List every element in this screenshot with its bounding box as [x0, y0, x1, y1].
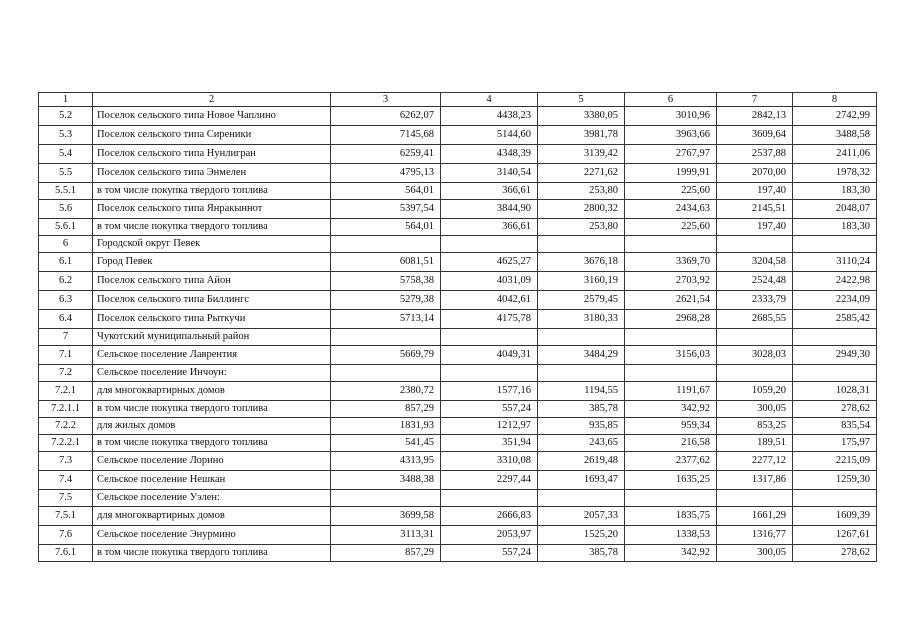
value-cell: 2703,92 [625, 272, 717, 291]
header-col-2: 2 [93, 93, 331, 107]
value-cell [441, 490, 538, 507]
row-name-cell: Поселок сельского типа Новое Чаплино [93, 107, 331, 126]
value-cell: 1831,93 [331, 418, 441, 435]
row-number-cell: 7.1 [39, 346, 93, 365]
value-cell: 2537,88 [717, 145, 793, 164]
row-number-cell: 5.2 [39, 107, 93, 126]
value-cell: 5713,14 [331, 310, 441, 329]
value-cell: 3488,58 [793, 126, 877, 145]
row-name-cell: Сельское поселение Уэлен: [93, 490, 331, 507]
value-cell: 2434,63 [625, 200, 717, 219]
value-cell: 2621,54 [625, 291, 717, 310]
row-name-cell: Поселок сельского типа Энмелен [93, 164, 331, 183]
value-cell: 3139,42 [538, 145, 625, 164]
value-cell [441, 365, 538, 382]
table-row [39, 253, 877, 272]
value-cell: 2524,48 [717, 272, 793, 291]
value-cell: 1191,67 [625, 382, 717, 401]
table-row [39, 452, 877, 471]
value-cell: 557,24 [441, 545, 538, 562]
header-col-1: 1 [39, 93, 93, 107]
row-name-cell: Поселок сельского типа Сиреники [93, 126, 331, 145]
value-cell: 1316,77 [717, 526, 793, 545]
header-col-3: 3 [331, 93, 441, 107]
value-cell: 3010,96 [625, 107, 717, 126]
table-row [39, 365, 877, 382]
header-row [39, 93, 877, 107]
value-cell: 3484,29 [538, 346, 625, 365]
value-cell [625, 236, 717, 253]
row-name-cell: Поселок сельского типа Рыткучи [93, 310, 331, 329]
row-number-cell: 5.3 [39, 126, 93, 145]
table-row [39, 471, 877, 490]
value-cell [538, 329, 625, 346]
row-number-cell: 5.5 [39, 164, 93, 183]
table-body [39, 107, 877, 562]
table-row [39, 346, 877, 365]
value-cell: 1835,75 [625, 507, 717, 526]
value-cell: 857,29 [331, 545, 441, 562]
value-cell: 5144,60 [441, 126, 538, 145]
table-row [39, 526, 877, 545]
value-cell: 3156,03 [625, 346, 717, 365]
value-cell [441, 236, 538, 253]
value-cell: 935,85 [538, 418, 625, 435]
value-cell: 5669,79 [331, 346, 441, 365]
row-name-cell: Сельское поселение Нешкан [93, 471, 331, 490]
row-name-cell: в том числе покупка твердого топлива [93, 545, 331, 562]
value-cell: 175,97 [793, 435, 877, 452]
value-cell: 1609,39 [793, 507, 877, 526]
value-cell: 278,62 [793, 545, 877, 562]
value-cell: 342,92 [625, 545, 717, 562]
row-number-cell: 7 [39, 329, 93, 346]
value-cell: 1338,53 [625, 526, 717, 545]
value-cell: 3369,70 [625, 253, 717, 272]
value-cell: 1661,29 [717, 507, 793, 526]
value-cell: 4438,23 [441, 107, 538, 126]
value-cell: 2968,28 [625, 310, 717, 329]
value-cell: 300,05 [717, 545, 793, 562]
table-row [39, 401, 877, 418]
value-cell: 3981,78 [538, 126, 625, 145]
value-cell: 959,34 [625, 418, 717, 435]
value-cell: 6262,07 [331, 107, 441, 126]
value-cell: 3140,54 [441, 164, 538, 183]
row-name-cell: для жилых домов [93, 418, 331, 435]
table-row [39, 272, 877, 291]
value-cell: 835,54 [793, 418, 877, 435]
row-name-cell: Город Певек [93, 253, 331, 272]
row-number-cell: 6 [39, 236, 93, 253]
row-number-cell: 5.6.1 [39, 219, 93, 236]
table-row [39, 200, 877, 219]
value-cell [625, 490, 717, 507]
value-cell: 253,80 [538, 183, 625, 200]
row-number-cell: 6.1 [39, 253, 93, 272]
value-cell: 1028,31 [793, 382, 877, 401]
value-cell: 2277,12 [717, 452, 793, 471]
row-name-cell: Сельское поселение Лаврентия [93, 346, 331, 365]
row-name-cell: Поселок сельского типа Айон [93, 272, 331, 291]
value-cell [625, 365, 717, 382]
value-cell [331, 365, 441, 382]
value-cell: 1999,91 [625, 164, 717, 183]
value-cell: 2800,32 [538, 200, 625, 219]
value-cell: 2742,99 [793, 107, 877, 126]
header-col-5: 5 [538, 93, 625, 107]
value-cell: 3160,19 [538, 272, 625, 291]
value-cell: 3609,64 [717, 126, 793, 145]
row-name-cell: Чукотский муниципальный район [93, 329, 331, 346]
value-cell [538, 365, 625, 382]
row-number-cell: 7.5 [39, 490, 93, 507]
table-row [39, 145, 877, 164]
value-cell: 2666,83 [441, 507, 538, 526]
value-cell: 225,60 [625, 183, 717, 200]
row-number-cell: 7.2.2 [39, 418, 93, 435]
row-number-cell: 5.5.1 [39, 183, 93, 200]
table-header [39, 93, 877, 107]
value-cell: 3844,90 [441, 200, 538, 219]
table-row [39, 310, 877, 329]
row-name-cell: в том числе покупка твердого топлива [93, 401, 331, 418]
value-cell: 2619,48 [538, 452, 625, 471]
row-number-cell: 6.4 [39, 310, 93, 329]
table-row [39, 435, 877, 452]
value-cell: 4042,61 [441, 291, 538, 310]
row-number-cell: 7.2 [39, 365, 93, 382]
value-cell: 3380,05 [538, 107, 625, 126]
value-cell: 3204,58 [717, 253, 793, 272]
row-number-cell: 7.4 [39, 471, 93, 490]
value-cell [717, 329, 793, 346]
header-col-8: 8 [793, 93, 877, 107]
value-cell: 3028,03 [717, 346, 793, 365]
value-cell: 564,01 [331, 183, 441, 200]
value-cell: 4049,31 [441, 346, 538, 365]
value-cell: 564,01 [331, 219, 441, 236]
value-cell: 385,78 [538, 401, 625, 418]
value-cell: 4795,13 [331, 164, 441, 183]
value-cell: 1693,47 [538, 471, 625, 490]
value-cell: 2048,07 [793, 200, 877, 219]
value-cell [793, 365, 877, 382]
value-cell: 278,62 [793, 401, 877, 418]
value-cell: 197,40 [717, 183, 793, 200]
value-cell: 253,80 [538, 219, 625, 236]
row-name-cell: Поселок сельского типа Нунлигран [93, 145, 331, 164]
value-cell [717, 365, 793, 382]
value-cell: 6259,41 [331, 145, 441, 164]
value-cell: 366,61 [441, 183, 538, 200]
value-cell: 857,29 [331, 401, 441, 418]
value-cell: 3113,31 [331, 526, 441, 545]
row-number-cell: 7.3 [39, 452, 93, 471]
value-cell: 2579,45 [538, 291, 625, 310]
header-col-4: 4 [441, 93, 538, 107]
value-cell [331, 236, 441, 253]
value-cell [538, 490, 625, 507]
value-cell [331, 329, 441, 346]
value-cell: 385,78 [538, 545, 625, 562]
value-cell [793, 236, 877, 253]
table-row [39, 107, 877, 126]
row-number-cell: 7.2.2.1 [39, 435, 93, 452]
value-cell: 2380,72 [331, 382, 441, 401]
value-cell: 2057,33 [538, 507, 625, 526]
row-number-cell: 5.6 [39, 200, 93, 219]
value-cell [625, 329, 717, 346]
value-cell: 183,30 [793, 219, 877, 236]
value-cell: 1577,16 [441, 382, 538, 401]
row-name-cell: для многоквартирных домов [93, 382, 331, 401]
row-number-cell: 7.6 [39, 526, 93, 545]
value-cell: 1259,30 [793, 471, 877, 490]
value-cell: 1978,32 [793, 164, 877, 183]
value-cell: 4625,27 [441, 253, 538, 272]
value-cell: 7145,68 [331, 126, 441, 145]
row-name-cell: в том числе покупка твердого топлива [93, 435, 331, 452]
value-cell: 1194,55 [538, 382, 625, 401]
value-cell: 2585,42 [793, 310, 877, 329]
value-cell: 1317,86 [717, 471, 793, 490]
value-cell [331, 490, 441, 507]
value-cell: 1059,20 [717, 382, 793, 401]
row-name-cell: Сельское поселение Лорино [93, 452, 331, 471]
value-cell [717, 236, 793, 253]
value-cell: 243,65 [538, 435, 625, 452]
row-number-cell: 7.2.1 [39, 382, 93, 401]
value-cell: 2949,30 [793, 346, 877, 365]
value-cell: 4313,95 [331, 452, 441, 471]
value-cell: 2145,51 [717, 200, 793, 219]
value-cell: 5758,38 [331, 272, 441, 291]
value-cell: 4348,39 [441, 145, 538, 164]
table-row [39, 507, 877, 526]
value-cell: 225,60 [625, 219, 717, 236]
value-cell: 300,05 [717, 401, 793, 418]
value-cell: 4031,09 [441, 272, 538, 291]
row-name-cell: Поселок сельского типа Биллингс [93, 291, 331, 310]
value-cell: 197,40 [717, 219, 793, 236]
value-cell: 2215,09 [793, 452, 877, 471]
header-col-7: 7 [717, 93, 793, 107]
row-number-cell: 6.2 [39, 272, 93, 291]
row-number-cell: 7.6.1 [39, 545, 93, 562]
value-cell: 2234,09 [793, 291, 877, 310]
value-cell: 2685,55 [717, 310, 793, 329]
value-cell: 2842,13 [717, 107, 793, 126]
value-cell: 2070,00 [717, 164, 793, 183]
value-cell [538, 236, 625, 253]
row-name-cell: для многоквартирных домов [93, 507, 331, 526]
value-cell: 2422,98 [793, 272, 877, 291]
value-cell [793, 490, 877, 507]
value-cell [793, 329, 877, 346]
row-name-cell: Сельское поселение Инчоун: [93, 365, 331, 382]
table-row [39, 545, 877, 562]
value-cell: 189,51 [717, 435, 793, 452]
value-cell: 2297,44 [441, 471, 538, 490]
value-cell: 2377,62 [625, 452, 717, 471]
table-row [39, 219, 877, 236]
table-row [39, 183, 877, 200]
table-row [39, 291, 877, 310]
value-cell: 2271,62 [538, 164, 625, 183]
value-cell: 183,30 [793, 183, 877, 200]
table-row [39, 329, 877, 346]
value-cell: 6081,51 [331, 253, 441, 272]
value-cell: 2767,97 [625, 145, 717, 164]
table-row [39, 126, 877, 145]
value-cell: 2053,97 [441, 526, 538, 545]
value-cell: 216,58 [625, 435, 717, 452]
table-row [39, 164, 877, 183]
value-cell: 541,45 [331, 435, 441, 452]
row-number-cell: 5.4 [39, 145, 93, 164]
value-cell: 351,94 [441, 435, 538, 452]
row-number-cell: 6.3 [39, 291, 93, 310]
value-cell: 1525,20 [538, 526, 625, 545]
value-cell: 3963,66 [625, 126, 717, 145]
value-cell: 2411,06 [793, 145, 877, 164]
value-cell: 3310,08 [441, 452, 538, 471]
row-name-cell: в том числе покупка твердого топлива [93, 219, 331, 236]
value-cell: 3699,58 [331, 507, 441, 526]
row-name-cell: Поселок сельского типа Янракыннот [93, 200, 331, 219]
value-cell: 3676,18 [538, 253, 625, 272]
table-row [39, 236, 877, 253]
value-cell: 3180,33 [538, 310, 625, 329]
row-number-cell: 7.2.1.1 [39, 401, 93, 418]
value-cell: 5279,38 [331, 291, 441, 310]
row-number-cell: 7.5.1 [39, 507, 93, 526]
value-cell: 342,92 [625, 401, 717, 418]
tariff-table [38, 92, 877, 562]
table-row [39, 490, 877, 507]
value-cell: 1267,61 [793, 526, 877, 545]
value-cell: 1635,25 [625, 471, 717, 490]
value-cell: 557,24 [441, 401, 538, 418]
table-row [39, 418, 877, 435]
row-name-cell: Сельское поселение Энурмино [93, 526, 331, 545]
header-col-6: 6 [625, 93, 717, 107]
value-cell: 5397,54 [331, 200, 441, 219]
table-row [39, 382, 877, 401]
value-cell: 1212,97 [441, 418, 538, 435]
value-cell: 4175,78 [441, 310, 538, 329]
value-cell: 853,25 [717, 418, 793, 435]
value-cell [441, 329, 538, 346]
row-name-cell: в том числе покупка твердого топлива [93, 183, 331, 200]
value-cell: 3488,38 [331, 471, 441, 490]
value-cell: 3110,24 [793, 253, 877, 272]
value-cell [717, 490, 793, 507]
value-cell: 366,61 [441, 219, 538, 236]
row-name-cell: Городской округ Певек [93, 236, 331, 253]
value-cell: 2333,79 [717, 291, 793, 310]
